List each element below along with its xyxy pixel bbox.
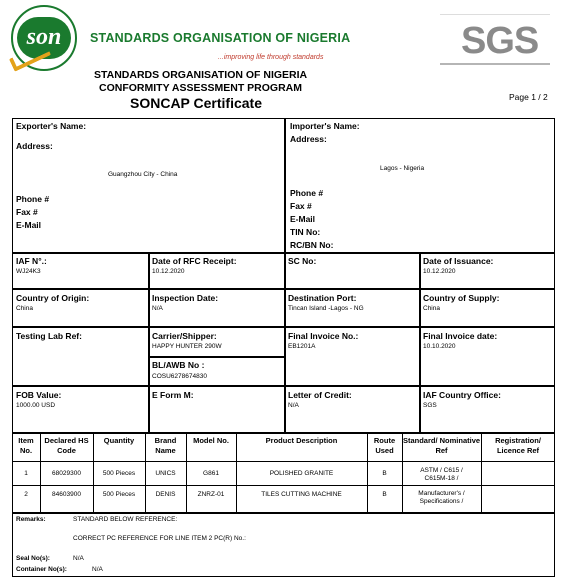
dest-label: Destination Port: bbox=[288, 293, 357, 303]
rfc-value: 10.12.2020 bbox=[152, 268, 185, 275]
importer-phone-label: Phone # bbox=[290, 188, 324, 198]
table-row-2-route: B bbox=[382, 491, 387, 498]
remarks-line-2: CORRECT PC REFERENCE FOR LINE ITEM 2 PC(R) No.: bbox=[73, 535, 246, 542]
container-value: N/A bbox=[92, 566, 103, 573]
table-row-2-brand: DENIS bbox=[155, 491, 176, 498]
org-name: STANDARDS ORGANISATION OF NIGERIA bbox=[90, 31, 351, 45]
th-description: Product Description bbox=[265, 436, 338, 445]
th-standard: Standard/ Nominative Ref bbox=[402, 436, 481, 455]
org-tagline: ...improving life through standards bbox=[218, 54, 324, 61]
importer-email-label: E-Mail bbox=[290, 214, 316, 224]
table-row-2-qty: 500 Pieces bbox=[102, 491, 136, 498]
supply-label: Country of Supply: bbox=[423, 293, 500, 303]
th-model: Model No. bbox=[193, 436, 229, 445]
sc-label: SC No: bbox=[288, 256, 317, 266]
th-brand: Brand Name bbox=[154, 436, 177, 455]
eform-label: E Form M: bbox=[152, 390, 194, 400]
issuance-value: 10.12.2020 bbox=[423, 268, 456, 275]
importer-fax-label: Fax # bbox=[290, 201, 312, 211]
doc-title-2: CONFORMITY ASSESSMENT PROGRAM bbox=[99, 82, 303, 94]
exporter-address-value: Guangzhou City - China bbox=[108, 171, 178, 178]
lab-label: Testing Lab Ref: bbox=[16, 331, 82, 341]
final-invoice-date-value: 10.10.2020 bbox=[423, 343, 456, 350]
supply-value: China bbox=[423, 305, 440, 312]
exporter-phone-label: Phone # bbox=[16, 194, 50, 204]
son-logo-text: son bbox=[17, 17, 71, 59]
doc-title-1: STANDARDS ORGANISATION OF NIGERIA bbox=[94, 69, 308, 81]
final-invoice-value: EB1201A bbox=[288, 343, 316, 350]
table-row-1-brand: UNICS bbox=[155, 470, 176, 477]
loc-label: Letter of Credit: bbox=[288, 390, 352, 400]
remarks-line-1: STANDARD BELOW REFERENCE: bbox=[73, 516, 178, 523]
iaf-office-value: SGS bbox=[423, 402, 437, 409]
importer-rcbn-label: RC/BN No: bbox=[290, 240, 334, 250]
importer-address-value: Lagos - Nigeria bbox=[380, 165, 425, 172]
exporter-email-label: E-Mail bbox=[16, 220, 42, 230]
seal-value: N/A bbox=[73, 555, 84, 562]
table-row-1-route: B bbox=[382, 470, 387, 477]
container-label: Container No(s): bbox=[16, 566, 67, 573]
table-row-1-standard: ASTM / C615 / C615M-18 / bbox=[420, 467, 463, 482]
table-row-1-model: G861 bbox=[203, 470, 219, 477]
final-invoice-date-label: Final Invoice date: bbox=[423, 331, 498, 341]
table-row-1-item: 1 bbox=[24, 470, 28, 477]
th-hs-code: Declared HS Code bbox=[44, 436, 89, 455]
loc-value: N/A bbox=[288, 402, 299, 409]
origin-value: China bbox=[16, 305, 33, 312]
th-quantity: Quantity bbox=[103, 436, 135, 445]
blawb-value: COSU6278674830 bbox=[152, 373, 207, 380]
fob-value: 1000.00 USD bbox=[16, 402, 56, 409]
importer-tin-label: TIN No: bbox=[290, 227, 321, 237]
inspection-value: N/A bbox=[152, 305, 163, 312]
th-licence: Registration/ Licence Ref bbox=[495, 436, 541, 455]
page-number: Page 1 / 2 bbox=[509, 92, 548, 102]
origin-label: Country of Origin: bbox=[16, 293, 90, 303]
carrier-label: Carrier/Shipper: bbox=[152, 331, 217, 341]
exporter-address-label: Address: bbox=[16, 141, 53, 151]
table-row-2-standard: Manufacturer's / Specifications / bbox=[418, 490, 465, 505]
sgs-logo-topline bbox=[440, 14, 550, 15]
blawb-label: BL/AWB No : bbox=[152, 360, 205, 370]
table-row-2-desc: TILES CUTTING MACHINE bbox=[261, 491, 342, 498]
iaf-office-label: IAF Country Office: bbox=[423, 390, 501, 400]
seal-label: Seal No(s): bbox=[16, 555, 50, 562]
exporter-name-label: Exporter's Name: bbox=[16, 121, 87, 131]
rfc-label: Date of RFC Receipt: bbox=[152, 256, 237, 266]
importer-name-label: Importer's Name: bbox=[290, 121, 360, 131]
remarks-label: Remarks: bbox=[16, 516, 46, 523]
th-route: Route Used bbox=[373, 436, 396, 455]
carrier-value: HAPPY HUNTER 290W bbox=[152, 343, 222, 350]
exporter-box bbox=[12, 118, 285, 253]
table-row-1-desc: POLISHED GRANITE bbox=[269, 470, 334, 477]
sgs-logo-underline bbox=[440, 63, 550, 65]
table-row-1-hs: 68029300 bbox=[52, 470, 81, 477]
dest-value: Tincan Island -Lagos - NG bbox=[288, 305, 364, 312]
th-item: Item No. bbox=[18, 436, 34, 455]
fob-label: FOB Value: bbox=[16, 390, 62, 400]
sgs-logo: SGS bbox=[461, 20, 539, 62]
table-row-2-model: ZNRZ-01 bbox=[197, 491, 225, 498]
doc-title-3: SONCAP Certificate bbox=[130, 95, 263, 111]
table-row-2-item: 2 bbox=[24, 491, 28, 498]
iaf-label: IAF N°.: bbox=[16, 256, 47, 266]
importer-address-label: Address: bbox=[290, 134, 327, 144]
table-row-2-hs: 84603900 bbox=[52, 491, 81, 498]
iaf-value: WJ24K3 bbox=[16, 268, 41, 275]
table-row-1-qty: 500 Pieces bbox=[102, 470, 136, 477]
inspection-label: Inspection Date: bbox=[152, 293, 219, 303]
exporter-fax-label: Fax # bbox=[16, 207, 38, 217]
final-invoice-label: Final Invoice No.: bbox=[288, 331, 359, 341]
issuance-label: Date of Issuance: bbox=[423, 256, 494, 266]
